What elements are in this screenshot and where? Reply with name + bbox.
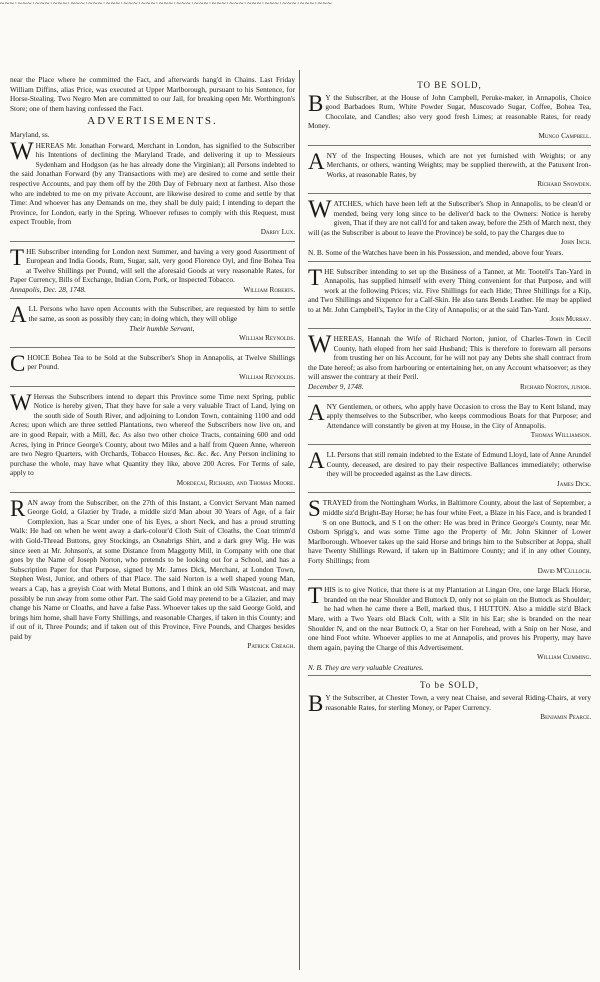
drop-cap: T	[308, 583, 323, 609]
advertisement-forward	[10, 130, 295, 242]
drop-cap: W	[10, 137, 34, 165]
ad-text: HOICE Bohea Tea to be Sold at the Subscriber's Shop in Annapolis, at Twelve Shillings per Pound.	[27, 352, 295, 372]
ad-text: AN away from the Subscriber, on the 27th of this Instant, a Convict Servant Man named George Gold, a Glazier by Trade, a middle siz'd Man about 30 Years of Age, of a fair Complexion, has a Scar under one of his Eyes, a short Neck, and has a proud strutting Walk: He had on when he went away a dark-colour'd Cloth Suit of Cloaths, the Coat trimm'd with Gold-Thread Buttons, grey Stockings, an Osnabrigs Shirt, and a dark grey Wig. He was since seen at Mr. Johnson's, at some Distance from Maggotty Mill, in Company with one that goes by the Name of Joseph Norton, who pretends to be looking out for a School, and has a Subscription Paper for that Purpose, signed by Mr. James Dick, Merchant, at London Town, Stephen West, Junior, and others of that Place. The said Norton is a well shaped young Man, wears a Cap, has a greyish Coat with Metal Buttons, and I think an old Silk Wastcoat, and may possibly be run away from some other Part. The said Gold may pretend to be a Glazier, and may change his Name or Cloaths, and have a false Pass. Whoever takes up the said George Gold, and brings him home, shall have Forty Shillings, and reasonable Charges, if taken in this County; and if out of it, Three Pounds; and if taken out of this Province, Five Pounds, and Charges besides paid by	[10, 497, 295, 641]
advertisement-cumming	[308, 585, 591, 676]
ad-text: LL Persons that still remain indebted to the Estate of Edmund Lloyd, late of Anne Arundel County, deceased, are desired to pay their respective Ballances immediately; otherwise they will be proceeded against as the Law directs.	[326, 450, 591, 479]
signature: James Dick.	[556, 479, 591, 488]
drop-cap: B	[308, 691, 324, 717]
drop-cap: T	[308, 264, 323, 290]
advertisements-heading: ADVERTISEMENTS.	[87, 115, 218, 128]
advertisement-inch-watches	[308, 195, 591, 262]
signature: Richard Norton, junior.	[520, 383, 591, 392]
drop-cap: B	[308, 90, 324, 116]
signature: Darby Lux.	[260, 227, 295, 236]
ad-text: Y the Subscriber, at the House of John Campbell, Peruke-maker, in Annapolis, Choice good Barbadoes Rum, White Powder Sugar, Muscovado Sugar, Coffee, Bohea Tea, Chocolate, and Candles; also very good fresh Limes; at reasonable Rates, for ready Money.	[308, 92, 591, 131]
advertisement-pearce-chaise	[308, 681, 591, 725]
right-column	[308, 80, 591, 731]
closing-line: Their humble Servant,	[129, 323, 195, 333]
signature: Benjamin Pearce.	[540, 713, 591, 722]
ad-text: HEREAS, Hannah the Wife of Richard Norton, junior, of Charles-Town in Cecil County, hath eloped from her said Husband; This is therefore to forewarn all persons from trusting her on his Account, for he will not pay any Debts she shall contract from the Date hereof; as also from harbouring or entertaining her, on any Account whatsoever; as they will answer the contrary at their Peril.	[308, 334, 591, 382]
advertisement-dick	[308, 450, 591, 493]
signature: John Murray.	[550, 315, 591, 324]
advertisement-snowden	[308, 148, 591, 194]
ad-text: NY Gentlemen, or others, who apply have Occasion to cross the Bay to Kent Island, may apply themselves to the Subscriber, who keeps commodious Boats for that Purpose; and Attendance will constantly be given at my House, in the City of Annapolis.	[326, 401, 591, 430]
to-be-sold-heading: TO BE SOLD,	[417, 80, 482, 90]
signature: David M'Culloch.	[537, 566, 591, 575]
ad-text: HIS is to give Notice, that there is at my Plantation at Lingan Ore, one large Black Horse, branded on the near Shoulder and Buttock D, only not so plain on the Buttock as Shoulder; he had when he came there a Bell, marked thus, I HUTTON. Also a middle siz'd Black Mare, with a Two Years old Black Colt, with a Slit in his Ear; she is branded on the near Shoulder N, and on the near Buttock O, a Star on her Forehead, with a Snip on her Nose, and one hind Foot white. Whoever applies to me at Annapolis, and proves his Property, may have them again, paying the Charge of this Advertisement.	[308, 585, 591, 652]
ad-note: N. B. They are very valuable Creatures.	[308, 662, 424, 672]
signature: Mungo Campbell.	[538, 131, 591, 140]
torn-bottom-edge	[0, 976, 600, 982]
ad-text: TRAYED from the Nottingham Works, in Baltimore County, about the last of September, a middle siz'd Bright-Bay Horse; he has four white Feet, a Blaze in his Face, and is branded I S on one Buttock, and S I on the other: He was bred in Prince George's County, near Mr. Osborn Sprigg's, and was some Time ago the Property of Mr. John Skinner of Lower Marlborough. Whoever takes up the said Horse and brings him to the Subscriber at Joppa, shall have Twenty Shillings Reward, if taken up in Baltimore County; and if in any other County, Forty Shillings; from	[308, 498, 591, 565]
advertisement-reynolds-accounts	[10, 304, 295, 347]
advertisement-williamson	[308, 399, 591, 445]
advertisement-campbell	[308, 81, 591, 146]
drop-cap: A	[10, 302, 27, 328]
ad-note: N. B. Some of the Watches have been in his Possession, and mended, above four Years.	[308, 247, 564, 257]
drop-cap: W	[308, 195, 332, 223]
drop-cap: A	[308, 148, 325, 174]
signature: Patrick Creagh.	[247, 642, 295, 651]
date-signature-line	[308, 382, 591, 393]
signature: William Roberts.	[243, 285, 295, 294]
signature: John Inch.	[560, 238, 591, 247]
advertisement-norton	[308, 331, 591, 397]
drop-cap: A	[308, 448, 325, 473]
signature: William Reynolds.	[239, 373, 295, 382]
ad-text: Y the Subscriber, at Chester Town, a very neat Chaise, and several Riding-Chairs, at very reasonable Rates, for sterling Money, or Paper Currency.	[325, 693, 591, 712]
drop-cap: S	[308, 496, 321, 522]
ad-text: HEREAS Mr. Jonathan Forward, Merchant in London, has signified to the Subscriber his Intentions of declining the Maryland Trade, and delivering it up to Messieurs Sydenham and Hodgson (as he has already done the Virginian); all Persons indebted to the said Jonathan Forward (by any Transactions with me) are desired to come and settle their respective Accounts, and pay them off by the 20th Day of February next at farthest. Also those who are indebted to me on my private Account, are likewise desired to come and settle by that Time: And whoever has any Demands on me, they shall be duly paid; I intending to depart the Province, for London, early in the Spring. Whoever refuses to comply with this Request, must expect Trouble, from	[10, 140, 295, 227]
drop-cap: A	[308, 399, 325, 425]
torn-top-edge: ~~~·~~~·~~~·~~~·~~~·~~~·~~~·~~~·~~~·~~~·~~~·~~~·~~~·~~~·~~~·~~~·~~~·~~~·~~~	[0, 0, 333, 8]
ad-text: NY of the Inspecting Houses, which are not yet furnished with Weights; or any Merchants, or others, wanting Weights; may be supplied therewith, at the Patuxent Iron-Works, at reasonable Rates, by	[326, 150, 591, 179]
advertisement-strayed-horse	[308, 498, 591, 580]
drop-cap: W	[10, 389, 32, 415]
ad-text: ATCHES, which have been left at the Subscriber's Shop in Annapolis, to be clean'd or mended, being very long since to be deliver'd back to the Owners: Notice is hereby given, That if they are not call'd for and taken away, before the 25th of March next, they will (as the Subscriber is about to leave the Province) be sold, to pay the Charges due to	[308, 198, 591, 237]
signature: William Cumming.	[536, 653, 591, 662]
left-column	[10, 75, 295, 660]
ad-text: HE Subscriber intending for London next Summer, and having a very good Assortment of European and India Goods, Rum, Sugar, salt, very good Florence Oyl, and fine Bohea Tea at Twelve Shillings per Pound, will sell the aforesaid Goods at very reasonable Rates, for Paper Currency, Bills of Exchange, Indian Corn, Pork, or Inspected Tobacco.	[10, 246, 295, 285]
advertisement-reynolds-tea	[10, 350, 295, 387]
news-paragraph: near the Place where he committed the Fact, and afterwards hang'd in Chains. Last Friday William Diffins, alias Price, was executed at Upper Marlborough, pursuant to his Sentence, for Horse-Stealing. Two Negro Men are committed to our Jail, for breaking open Mr. Worthington's Store; one of them having confessed the Fact.	[10, 75, 295, 113]
drop-cap: R	[10, 495, 26, 521]
signature: William Reynolds.	[239, 334, 295, 343]
advertisement-moore-land	[10, 389, 295, 493]
advertisement-runaway-gold	[10, 495, 295, 656]
drop-cap: W	[308, 331, 332, 359]
advertisement-roberts	[10, 244, 295, 300]
ad-text: HE Subscriber intending to set up the Business of a Tanner, at Mr. Tootell's Tan-Yard in Annapolis, has supplied himself with every Thing convenient for that Purpose, and will work at the following Prices; viz. Five Shillings for each Hide; Three Shillings for a Kip, and Two Shillings and Sixpence for a Calf-Skin. He also tans Bends Leather. He may be applied to at Mr. John Campbell's, Taylor in the City of Annapolis; or at the said Tan-Yard.	[308, 266, 591, 314]
drop-cap: T	[10, 244, 25, 270]
date-signature-line	[10, 285, 295, 296]
ad-text: Hereas the Subscribers intend to depart this Province some Time next Spring, public Notice is hereby given, That they have for sale a very valuable Tract of Land, lying on the south side of South River, and adjoining to London Town, containing 1100 and odd Acres; upon which are three settled Plantations, two whereof the Subscribers now live on, and are in good Repair, with a Mill, &c. As also two other choice Tracts, containing 600 and odd Acres, lying in Prince George's County, about two Miles and a half from Queen Anne, whereon are two Negro Quarters, with Orchards, Tobacco Houses, &c. &c. &c. Any Person inclining to purchase the whole, may have what Quantity they like, above 200 Acres. For Terms of sale, apply to	[10, 391, 295, 478]
ad-text: LL Persons who have open Accounts with the Subscriber, are requested by him to settle the same, as soon as possibly they can; in doing which, they will oblige	[28, 304, 295, 324]
to-be-sold-heading: To be SOLD,	[419, 680, 480, 691]
signature: Mordecai, Richard, and Thomas Moore.	[176, 478, 295, 487]
ad-date: December 9, 1748.	[308, 382, 364, 392]
drop-cap: C	[10, 350, 26, 376]
signature: Richard Snowden.	[537, 180, 591, 189]
signature: Thomas Williamson.	[530, 431, 591, 440]
place-line: Maryland, ss.	[10, 129, 50, 139]
advertisement-murray-tanner	[308, 264, 591, 330]
ad-date: Annapolis, Dec. 28, 1748.	[10, 284, 87, 294]
column-divider	[299, 70, 300, 970]
